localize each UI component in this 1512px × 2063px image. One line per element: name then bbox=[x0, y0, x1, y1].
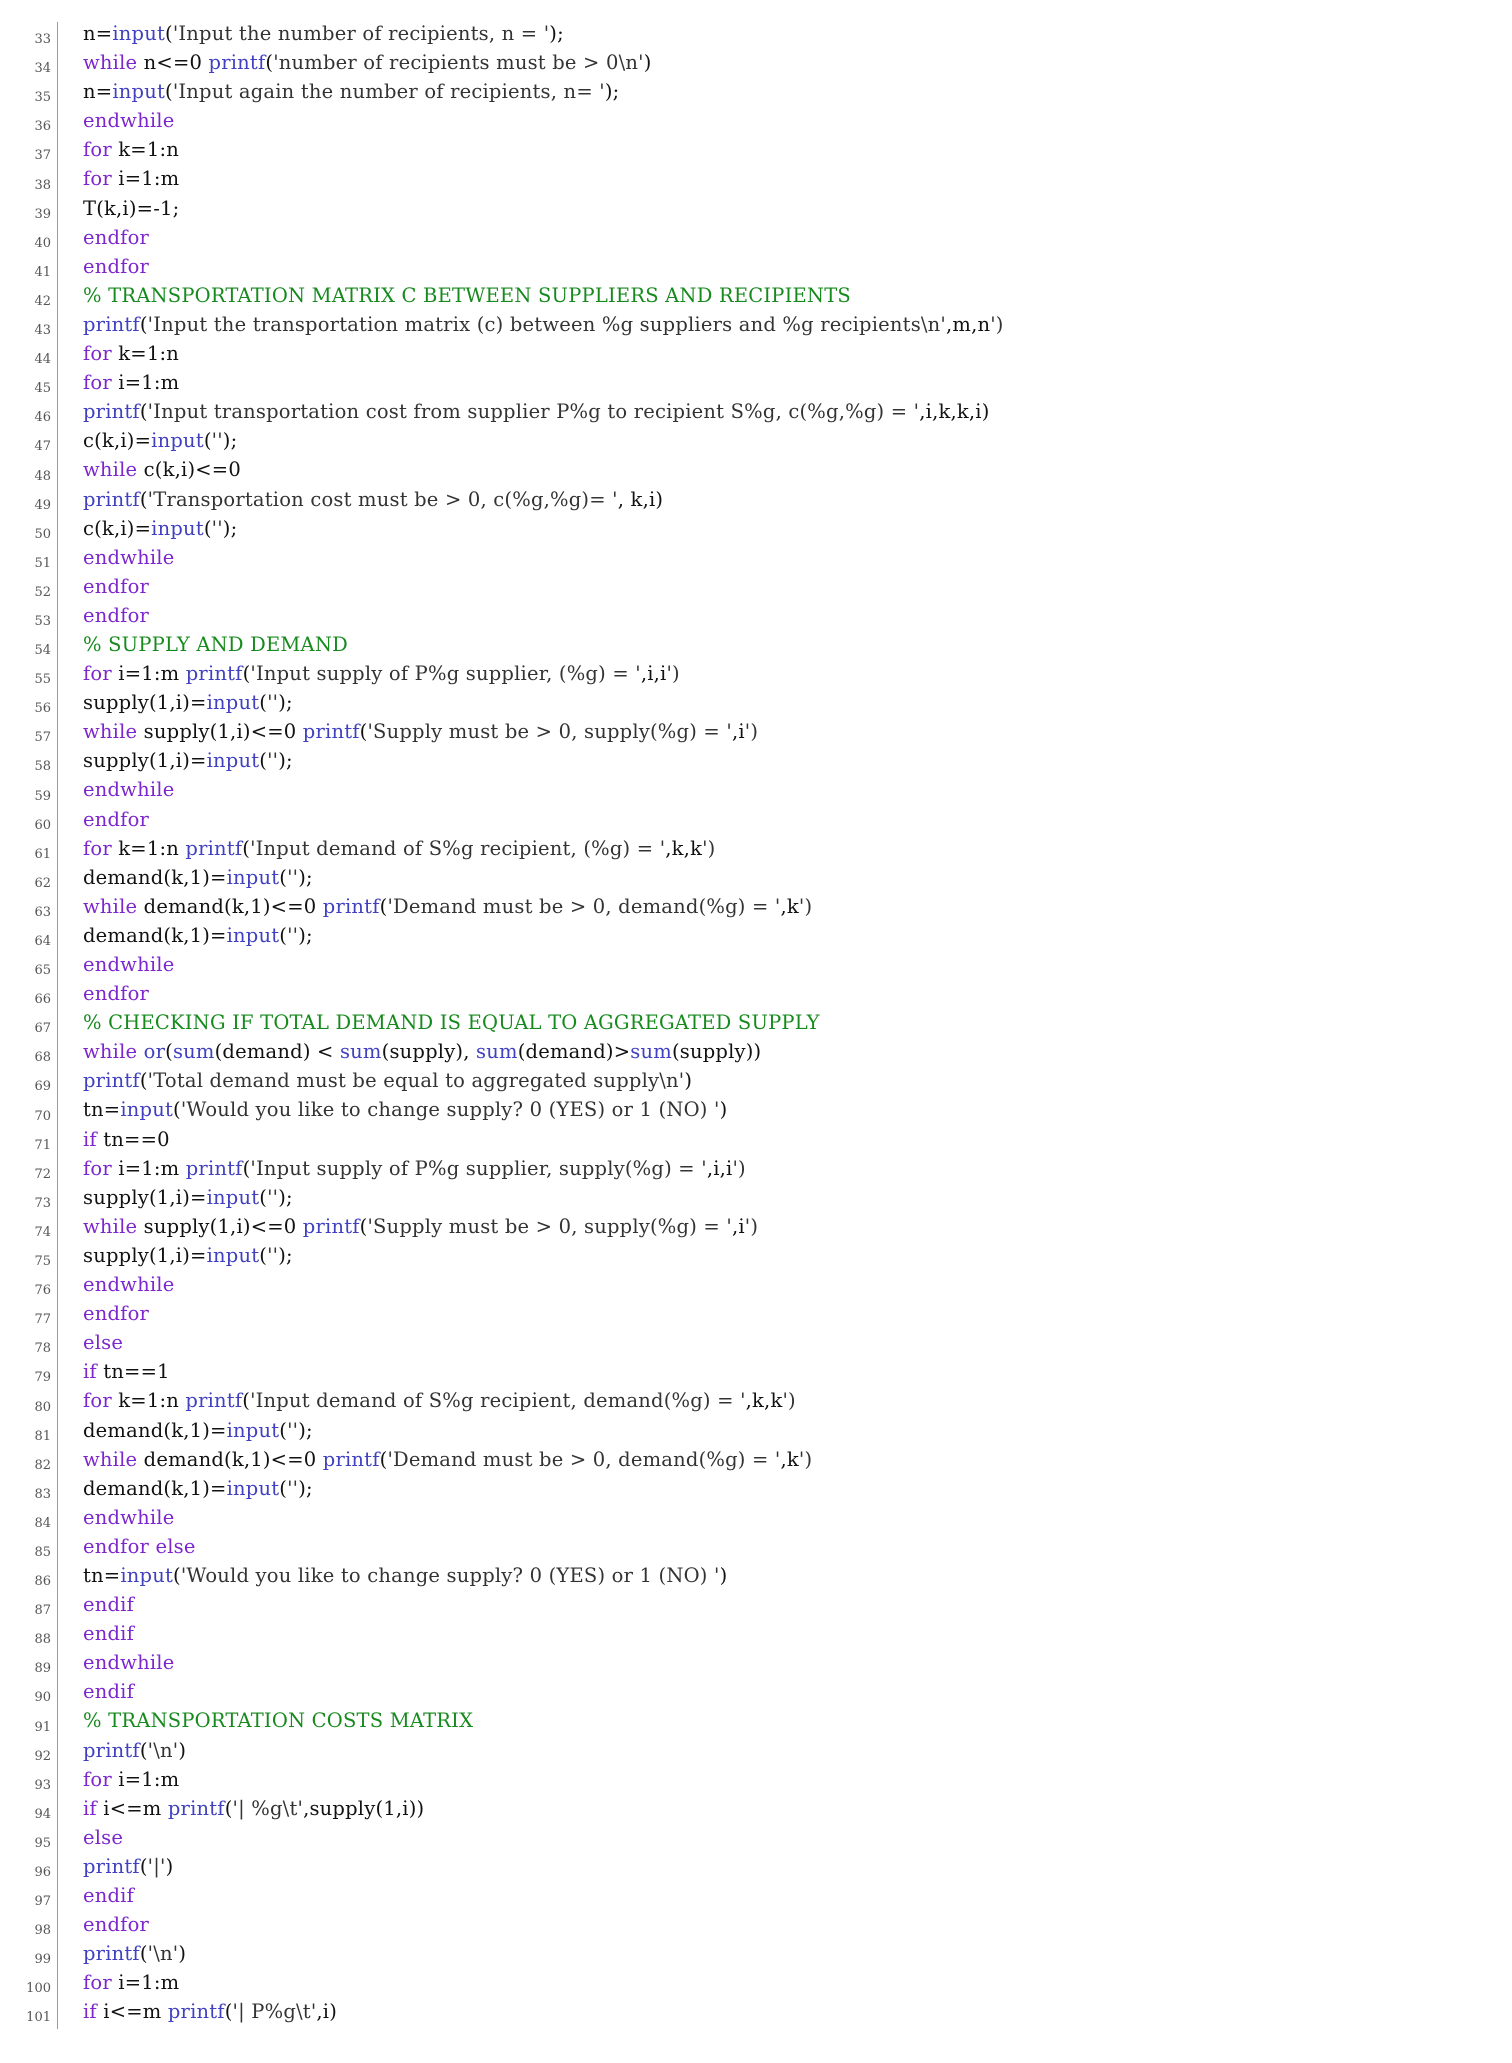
code-text: while or(sum(demand) < sum(supply), sum(demand)>sum(supply)) bbox=[83, 1040, 762, 1064]
code-text: printf('|') bbox=[83, 1854, 174, 1878]
line-number: 65 bbox=[0, 953, 58, 982]
code-text: endif bbox=[83, 1680, 135, 1704]
code-line bbox=[0, 429, 1512, 458]
line-number: 74 bbox=[0, 1215, 58, 1244]
line-number: 78 bbox=[0, 1331, 58, 1360]
line-number: 40 bbox=[0, 226, 58, 255]
line-number: 90 bbox=[0, 1680, 58, 1709]
code-line bbox=[0, 167, 1512, 196]
line-number: 43 bbox=[0, 313, 58, 342]
code-text: for k=1:n bbox=[83, 342, 179, 366]
code-line bbox=[0, 1011, 1512, 1040]
code-text: printf('Input transportation cost from supplier P%g to recipient S%g, c(%g,%g) = ',i,k,k,i) bbox=[83, 400, 990, 424]
code-line bbox=[0, 691, 1512, 720]
line-number: 71 bbox=[0, 1128, 58, 1157]
code-line bbox=[0, 1098, 1512, 1127]
code-line bbox=[0, 517, 1512, 546]
line-number: 46 bbox=[0, 400, 58, 429]
code-text: while supply(1,i)<=0 printf('Supply must be > 0, supply(%g) = ',i') bbox=[83, 1214, 759, 1238]
code-text: endwhile bbox=[83, 109, 175, 133]
code-line bbox=[0, 1389, 1512, 1418]
code-line bbox=[0, 1826, 1512, 1855]
code-text: tn=input('Would you like to change supply? 0 (YES) or 1 (NO) ') bbox=[83, 1563, 728, 1587]
code-line bbox=[0, 749, 1512, 778]
code-line bbox=[0, 1477, 1512, 1506]
code-line bbox=[0, 226, 1512, 255]
line-number: 60 bbox=[0, 808, 58, 837]
code-text: for i=1:m printf('Input supply of P%g supplier, (%g) = ',i,i') bbox=[83, 662, 680, 686]
line-number: 98 bbox=[0, 1913, 58, 1942]
line-number: 50 bbox=[0, 517, 58, 546]
code-line bbox=[0, 1855, 1512, 1884]
code-text: supply(1,i)=input(''); bbox=[83, 749, 293, 773]
line-number: 93 bbox=[0, 1768, 58, 1797]
code-line bbox=[0, 1040, 1512, 1069]
line-number: 37 bbox=[0, 138, 58, 167]
code-line bbox=[0, 1622, 1512, 1651]
code-text: supply(1,i)=input(''); bbox=[83, 1243, 293, 1267]
line-number: 84 bbox=[0, 1506, 58, 1535]
code-line bbox=[0, 546, 1512, 575]
line-number: 35 bbox=[0, 80, 58, 109]
line-number: 55 bbox=[0, 662, 58, 691]
code-text: printf('Input the transportation matrix (c) between %g suppliers and %g recipients\n',m,n') bbox=[83, 312, 1004, 336]
line-number: 63 bbox=[0, 895, 58, 924]
code-line bbox=[0, 1739, 1512, 1768]
code-text: n=input('Input again the number of recipients, n= '); bbox=[83, 80, 620, 104]
code-line bbox=[0, 575, 1512, 604]
code-text: supply(1,i)=input(''); bbox=[83, 691, 293, 715]
line-number: 76 bbox=[0, 1273, 58, 1302]
line-number: 95 bbox=[0, 1826, 58, 1855]
code-line bbox=[0, 2000, 1512, 2029]
line-number: 45 bbox=[0, 371, 58, 400]
line-number: 61 bbox=[0, 837, 58, 866]
code-text: % CHECKING IF TOTAL DEMAND IS EQUAL TO AGGREGATED SUPPLY bbox=[83, 1011, 820, 1035]
line-number: 57 bbox=[0, 720, 58, 749]
code-line bbox=[0, 255, 1512, 284]
code-text: for i=1:m bbox=[83, 1767, 180, 1791]
code-text: for i=1:m bbox=[83, 1971, 180, 1995]
line-number: 96 bbox=[0, 1855, 58, 1884]
code-line bbox=[0, 982, 1512, 1011]
code-text: demand(k,1)=input(''); bbox=[83, 923, 313, 947]
code-line bbox=[0, 778, 1512, 807]
code-text: else bbox=[83, 1331, 124, 1355]
code-text: demand(k,1)=input(''); bbox=[83, 1418, 313, 1442]
code-line bbox=[0, 138, 1512, 167]
code-text: for i=1:m printf('Input supply of P%g supplier, supply(%g) = ',i,i') bbox=[83, 1156, 746, 1180]
code-text: while n<=0 printf('number of recipients must be > 0\n') bbox=[83, 51, 652, 75]
line-number: 38 bbox=[0, 167, 58, 196]
code-line bbox=[0, 1651, 1512, 1680]
code-text: endwhile bbox=[83, 1505, 175, 1529]
code-line bbox=[0, 313, 1512, 342]
code-line bbox=[0, 1768, 1512, 1797]
line-number: 86 bbox=[0, 1564, 58, 1593]
code-line bbox=[0, 604, 1512, 633]
code-text: demand(k,1)=input(''); bbox=[83, 1476, 313, 1500]
line-number: 68 bbox=[0, 1040, 58, 1069]
code-line bbox=[0, 1157, 1512, 1186]
code-line bbox=[0, 720, 1512, 749]
code-line bbox=[0, 1971, 1512, 2000]
line-number: 59 bbox=[0, 778, 58, 807]
code-line bbox=[0, 1360, 1512, 1389]
line-number: 73 bbox=[0, 1186, 58, 1215]
code-text: n=input('Input the number of recipients, n = '); bbox=[83, 22, 564, 45]
line-number: 83 bbox=[0, 1477, 58, 1506]
code-text: else bbox=[83, 1825, 124, 1849]
code-line bbox=[0, 1331, 1512, 1360]
line-number: 42 bbox=[0, 284, 58, 313]
code-line bbox=[0, 1564, 1512, 1593]
code-line bbox=[0, 342, 1512, 371]
code-text: endwhile bbox=[83, 1273, 175, 1297]
line-number: 100 bbox=[0, 1971, 58, 2000]
code-text: endfor bbox=[83, 574, 150, 598]
code-line bbox=[0, 1069, 1512, 1098]
code-line bbox=[0, 1186, 1512, 1215]
code-line bbox=[0, 1680, 1512, 1709]
code-text: for k=1:n bbox=[83, 138, 179, 162]
line-number: 91 bbox=[0, 1709, 58, 1738]
code-line bbox=[0, 1942, 1512, 1971]
code-line bbox=[0, 371, 1512, 400]
line-number: 58 bbox=[0, 749, 58, 778]
code-text: while c(k,i)<=0 bbox=[83, 458, 241, 482]
code-text: % SUPPLY AND DEMAND bbox=[83, 632, 348, 656]
line-number: 82 bbox=[0, 1448, 58, 1477]
code-line bbox=[0, 1448, 1512, 1477]
line-number: 66 bbox=[0, 982, 58, 1011]
line-number: 52 bbox=[0, 575, 58, 604]
line-number: 62 bbox=[0, 866, 58, 895]
line-number: 48 bbox=[0, 458, 58, 487]
code-line bbox=[0, 1593, 1512, 1622]
code-text: endwhile bbox=[83, 545, 175, 569]
code-text: for i=1:m bbox=[83, 167, 180, 191]
line-number: 39 bbox=[0, 197, 58, 226]
code-text: endif bbox=[83, 1884, 135, 1907]
line-number: 72 bbox=[0, 1157, 58, 1186]
code-text: printf('Total demand must be equal to aggregated supply\n') bbox=[83, 1069, 693, 1093]
line-number: 69 bbox=[0, 1069, 58, 1098]
code-text: printf('Transportation cost must be > 0, c(%g,%g)= ', k,i) bbox=[83, 487, 664, 511]
code-text: if i<=m printf('| %g\t',supply(1,i)) bbox=[83, 1796, 425, 1820]
line-number: 77 bbox=[0, 1302, 58, 1331]
line-number: 33 bbox=[0, 22, 58, 51]
code-text: while supply(1,i)<=0 printf('Supply must be > 0, supply(%g) = ',i') bbox=[83, 720, 759, 744]
code-text: endfor else bbox=[83, 1534, 196, 1558]
line-number: 53 bbox=[0, 604, 58, 633]
code-text: endfor bbox=[83, 254, 150, 278]
code-line bbox=[0, 662, 1512, 691]
line-number: 41 bbox=[0, 255, 58, 284]
code-text: if tn==1 bbox=[83, 1360, 170, 1384]
line-number: 54 bbox=[0, 633, 58, 662]
code-text: endfor bbox=[83, 603, 150, 627]
code-text: endfor bbox=[83, 1302, 150, 1326]
code-text: printf('\n') bbox=[83, 1942, 187, 1966]
code-text: endwhile bbox=[83, 953, 175, 976]
code-line bbox=[0, 1273, 1512, 1302]
code-text: endfor bbox=[83, 1913, 150, 1937]
line-number: 89 bbox=[0, 1651, 58, 1680]
code-line bbox=[0, 22, 1512, 51]
code-text: for i=1:m bbox=[83, 371, 180, 395]
code-text: c(k,i)=input(''); bbox=[83, 429, 238, 453]
line-number: 75 bbox=[0, 1244, 58, 1273]
code-text: tn=input('Would you like to change supply? 0 (YES) or 1 (NO) ') bbox=[83, 1098, 728, 1122]
code-text: while demand(k,1)<=0 printf('Demand must be > 0, demand(%g) = ',k') bbox=[83, 894, 813, 918]
code-text: demand(k,1)=input(''); bbox=[83, 865, 313, 889]
code-line bbox=[0, 51, 1512, 80]
code-line bbox=[0, 633, 1512, 662]
code-text: endwhile bbox=[83, 1651, 175, 1675]
line-number: 36 bbox=[0, 109, 58, 138]
code-line bbox=[0, 1419, 1512, 1448]
code-text: c(k,i)=input(''); bbox=[83, 516, 238, 540]
code-text: while demand(k,1)<=0 printf('Demand must be > 0, demand(%g) = ',k') bbox=[83, 1447, 813, 1471]
line-number: 81 bbox=[0, 1419, 58, 1448]
line-number: 34 bbox=[0, 51, 58, 80]
line-number: 70 bbox=[0, 1098, 58, 1127]
code-line bbox=[0, 400, 1512, 429]
line-number: 97 bbox=[0, 1884, 58, 1913]
code-line bbox=[0, 1302, 1512, 1331]
code-line bbox=[0, 866, 1512, 895]
code-text: T(k,i)=-1; bbox=[83, 196, 180, 220]
line-number: 99 bbox=[0, 1942, 58, 1971]
line-number: 44 bbox=[0, 342, 58, 371]
code-text: for k=1:n printf('Input demand of S%g recipient, demand(%g) = ',k,k') bbox=[83, 1389, 796, 1413]
line-number: 101 bbox=[0, 2000, 58, 2029]
code-text: endfor bbox=[83, 982, 150, 1006]
line-number: 87 bbox=[0, 1593, 58, 1622]
code-line bbox=[0, 458, 1512, 487]
code-line bbox=[0, 953, 1512, 982]
code-line bbox=[0, 284, 1512, 313]
code-line bbox=[0, 1535, 1512, 1564]
code-text: if tn==0 bbox=[83, 1127, 170, 1151]
code-text: endif bbox=[83, 1593, 135, 1617]
code-line bbox=[0, 109, 1512, 138]
line-number: 64 bbox=[0, 924, 58, 953]
code-line bbox=[0, 1244, 1512, 1273]
code-line bbox=[0, 1215, 1512, 1244]
line-number: 85 bbox=[0, 1535, 58, 1564]
code-text: % TRANSPORTATION COSTS MATRIX bbox=[83, 1709, 474, 1733]
line-number: 88 bbox=[0, 1622, 58, 1651]
code-line bbox=[0, 924, 1512, 953]
code-line bbox=[0, 837, 1512, 866]
line-number: 56 bbox=[0, 691, 58, 720]
code-line bbox=[0, 808, 1512, 837]
code-text: endwhile bbox=[83, 778, 175, 802]
line-number: 94 bbox=[0, 1797, 58, 1826]
code-line bbox=[0, 1797, 1512, 1826]
code-text: for k=1:n printf('Input demand of S%g recipient, (%g) = ',k,k') bbox=[83, 836, 716, 860]
line-number: 80 bbox=[0, 1389, 58, 1418]
code-line bbox=[0, 197, 1512, 226]
code-text: % TRANSPORTATION MATRIX C BETWEEN SUPPLIERS AND RECIPIENTS bbox=[83, 283, 851, 307]
code-text: if i<=m printf('| P%g\t',i) bbox=[83, 2000, 338, 2024]
line-number: 79 bbox=[0, 1360, 58, 1389]
code-text: endif bbox=[83, 1622, 135, 1646]
code-text: endfor bbox=[83, 807, 150, 831]
code-line bbox=[0, 895, 1512, 924]
code-line bbox=[0, 1506, 1512, 1535]
code-line bbox=[0, 1128, 1512, 1157]
code-text: printf('\n') bbox=[83, 1738, 187, 1762]
line-number: 51 bbox=[0, 546, 58, 575]
code-line bbox=[0, 1709, 1512, 1738]
code-line bbox=[0, 1913, 1512, 1942]
code-line bbox=[0, 1884, 1512, 1913]
code-line bbox=[0, 488, 1512, 517]
line-number: 92 bbox=[0, 1739, 58, 1768]
code-text: supply(1,i)=input(''); bbox=[83, 1185, 293, 1209]
code-text: endfor bbox=[83, 225, 150, 249]
line-number: 49 bbox=[0, 488, 58, 517]
line-number: 47 bbox=[0, 429, 58, 458]
code-line bbox=[0, 80, 1512, 109]
line-number: 67 bbox=[0, 1011, 58, 1040]
